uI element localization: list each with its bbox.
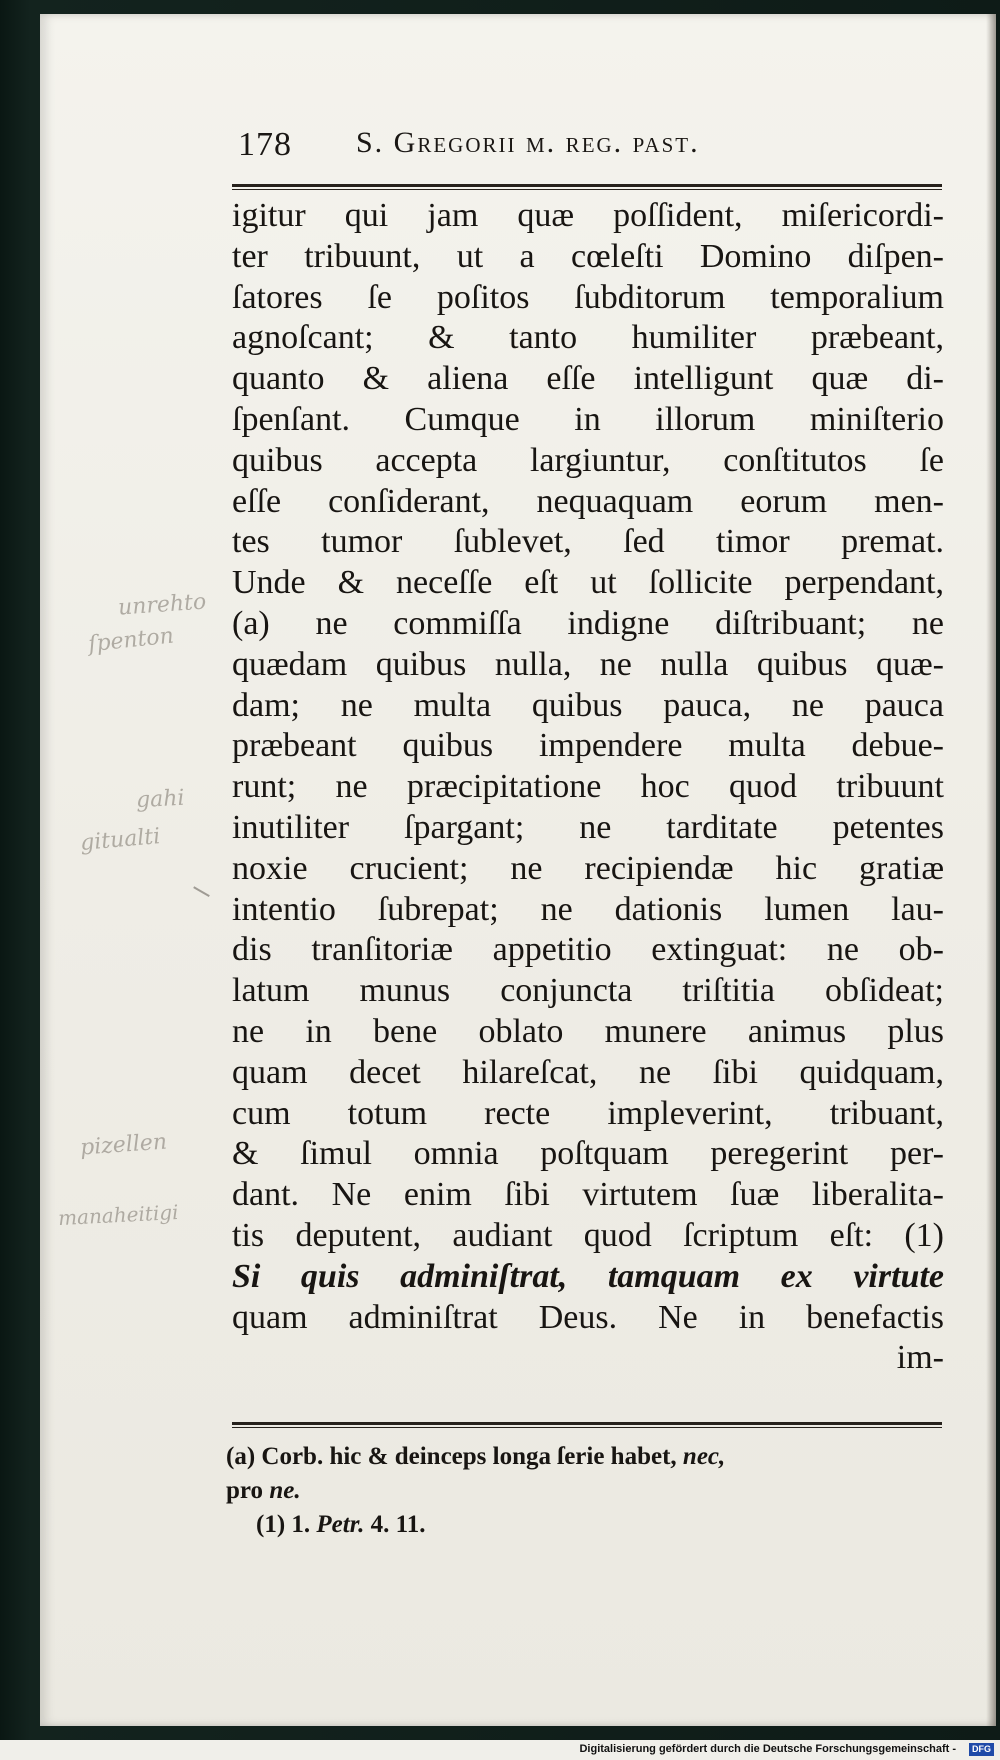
- marginal-gloss: gahi: [135, 785, 186, 814]
- text-line: ſatores ſe poſitos ſubditorum temporalium: [232, 278, 944, 316]
- text-line: dam; ne multa quibus pauca, ne pauca: [232, 686, 944, 724]
- text-line: igitur qui jam quæ poſſident, miſericordi-: [232, 197, 944, 234]
- credit-text: Digitalisierung gefördert durch die Deutsche Forschungsgemeinschaft -: [579, 1743, 956, 1755]
- text-line: quanto & aliena eſſe intelligunt quæ di-: [232, 360, 944, 398]
- text-line: agnoſcant; & tanto humiliter præbeant,: [232, 319, 944, 357]
- marginal-gloss: gitualti: [79, 824, 162, 856]
- scripture-quote-line: Si quis adminiſtrat, tamquam ex virtute: [232, 1257, 944, 1295]
- footnote-a: (a) Corb. hic & deinceps longa ſerie habet, nec,: [226, 1443, 726, 1470]
- text-line: & ſimul omnia poſtquam peregerint per-: [232, 1135, 944, 1173]
- dfg-logo: DFG: [969, 1743, 994, 1756]
- text-line: inutiliter ſpargant; ne tarditate petentes: [232, 808, 944, 846]
- running-head: [196, 126, 916, 174]
- text-line: quibus accepta largiuntur, conſtitutos ſe: [232, 441, 944, 479]
- footnotes: [226, 1440, 942, 1542]
- text-line: quædam quibus nulla, ne nulla quibus quæ-: [232, 645, 944, 683]
- marginal-gloss: unrehto: [117, 589, 207, 621]
- text-line: cum totum recte impleverint, tribuant,: [232, 1094, 944, 1132]
- text-line: tes tumor ſublevet, ſed timor premat.: [232, 523, 944, 561]
- text-line: ne in bene oblato munere animus plus: [232, 1012, 944, 1050]
- text-line: præbeant quibus impendere multa debue-: [232, 727, 944, 765]
- text-line: runt; ne præcipitatione hoc quod tribuunt: [232, 768, 944, 806]
- text-line: (a) ne commiſſa indigne diſtribuant; ne: [232, 604, 944, 642]
- text-line: Unde & neceſſe eſt ut ſollicite perpendant,: [232, 564, 944, 602]
- header-rule: [232, 184, 942, 190]
- text-line: ter tribuunt, ut a cœleſti Domino diſpen-: [232, 237, 944, 275]
- page-number: 178: [238, 126, 292, 163]
- marginal-gloss: pizellen: [79, 1129, 168, 1161]
- digitization-credit: [0, 1740, 1000, 1760]
- scripture-quote-line: quam adminiſtrat Deus. Ne in benefactis: [232, 1298, 944, 1336]
- text-line: dis tranſitoriæ appetitio extinguat: ne ob-: [232, 931, 944, 969]
- text-line: eſſe conſiderant, nequaquam eorum men-: [232, 482, 944, 520]
- marginal-gloss: ſpenton: [87, 623, 175, 658]
- text-line: intentio ſubrepat; ne dationis lumen lau-: [232, 890, 944, 928]
- footnote-1: (1) 1. Petr. 4. 11.: [256, 1511, 426, 1538]
- body-text: [232, 196, 944, 1379]
- catchword: im-: [896, 1339, 944, 1377]
- running-title: S. Gregorii m. reg. past.: [356, 126, 700, 159]
- text-line: ſpenſant. Cumque in illorum miniſterio: [232, 400, 944, 438]
- text-line: dant. Ne enim ſibi virtutem ſuæ liberalita-: [232, 1176, 944, 1214]
- footnote-rule: [232, 1422, 942, 1428]
- footnote-a-continued: pro ne.: [226, 1477, 301, 1504]
- text-line: noxie crucient; ne recipiendæ hic gratiæ: [232, 849, 944, 887]
- text-line: quam decet hilareſcat, ne ſibi quidquam,: [232, 1053, 944, 1091]
- text-line: tis deputent, audiant quod ſcriptum eſt: (1): [232, 1216, 944, 1254]
- text-line: latum munus conjuncta triſtitia obſideat;: [232, 972, 944, 1010]
- marginal-gloss: manaheitigi: [57, 1199, 180, 1231]
